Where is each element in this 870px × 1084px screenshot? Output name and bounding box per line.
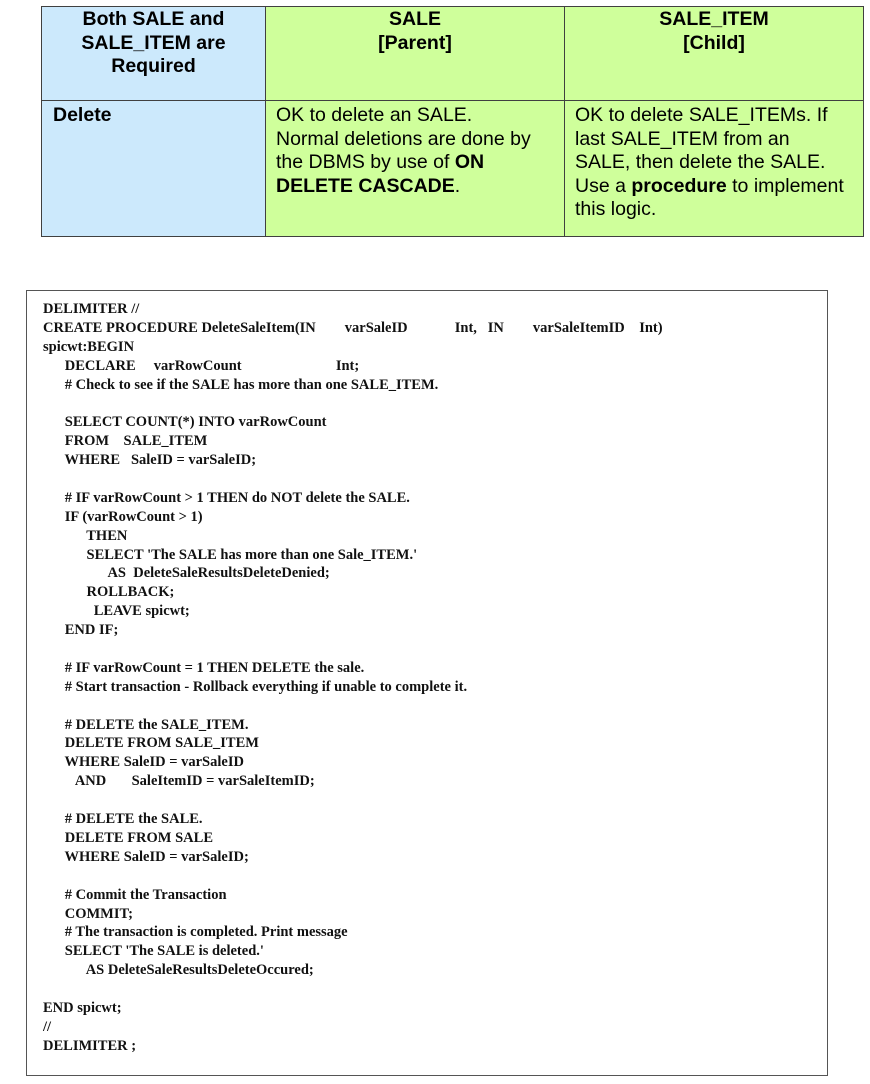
code-line	[43, 867, 819, 886]
code-line: DECLARE varRowCount Int;	[43, 357, 360, 374]
header-parent-line: SALE	[388, 8, 441, 30]
code-line: DELIMITER //	[43, 301, 140, 317]
code-line: # Start transaction - Rollback everything if unable to complete it.	[43, 678, 468, 695]
parent-text-segment: .	[454, 174, 461, 197]
code-line: WHERE SaleID = varSaleID;	[43, 848, 249, 865]
header-requirement-line: Both SALE and	[82, 8, 225, 30]
child-text-line: OK to delete SALE_ITEMs. If	[575, 104, 828, 126]
parent-text-emphasis: ON	[454, 151, 485, 173]
code-line: # DELETE the SALE_ITEM.	[43, 716, 249, 733]
header-requirement-line: SALE_ITEM are	[81, 31, 226, 54]
header-parent-line: [Parent]	[378, 31, 452, 54]
code-line	[43, 697, 819, 716]
code-line: END spicwt;	[43, 999, 122, 1016]
header-child-line: [Child]	[683, 31, 745, 54]
code-line: FROM SALE_ITEM	[43, 433, 208, 450]
child-text-line	[575, 175, 853, 199]
child-text-line: last SALE_ITEM from an	[575, 127, 790, 150]
table-header-row	[42, 7, 864, 101]
child-text-segment: to implement	[726, 174, 844, 197]
code-line: DELETE FROM SALE_ITEM	[43, 735, 259, 752]
code-line: SELECT 'The SALE has more than one Sale_ITEM.'	[43, 546, 418, 563]
rule-label-cell	[42, 101, 266, 237]
code-line: END IF;	[43, 622, 119, 639]
child-text-segment: Use a	[575, 174, 632, 197]
child-text-line: SALE, then delete the SALE.	[575, 151, 826, 173]
code-line: # Commit the Transaction	[43, 886, 227, 903]
rule-label: Delete	[53, 104, 112, 126]
code-line: SELECT COUNT(*) INTO varRowCount	[43, 414, 327, 431]
child-action-cell	[565, 101, 864, 237]
code-line: COMMIT;	[43, 905, 133, 922]
code-line: IF (varRowCount > 1)	[43, 508, 203, 525]
code-line: SELECT 'The SALE is deleted.'	[43, 943, 264, 960]
header-child-cell	[565, 7, 864, 101]
child-text-emphasis: procedure	[631, 174, 727, 197]
code-line	[43, 980, 819, 999]
code-line: LEAVE spicwt;	[43, 603, 190, 620]
parent-text-line: OK to delete an SALE.	[276, 104, 473, 126]
code-line: AS DeleteSaleResultsDeleteOccured;	[43, 962, 314, 979]
code-line: DELETE FROM SALE	[43, 829, 213, 846]
header-parent-cell	[266, 7, 565, 101]
stored-procedure-code-box	[26, 290, 828, 1076]
code-line	[43, 470, 819, 489]
code-line: //	[43, 1018, 52, 1035]
referential-integrity-table	[41, 6, 864, 237]
table-row-delete	[42, 101, 864, 237]
header-child-line: SALE_ITEM	[659, 8, 769, 30]
code-line: spicwt:BEGIN	[43, 338, 135, 355]
code-line: # Check to see if the SALE has more than one SALE_ITEM.	[43, 376, 439, 393]
parent-text-line: Normal deletions are done by	[276, 127, 531, 150]
code-line: ROLLBACK;	[43, 584, 175, 601]
header-requirement-line: Required	[111, 55, 196, 77]
parent-action-cell	[266, 101, 565, 237]
parent-text-emphasis: DELETE CASCADE	[276, 174, 455, 197]
parent-text-line	[276, 151, 554, 175]
code-line: WHERE SaleID = varSaleID	[43, 754, 244, 771]
code-line: CREATE PROCEDURE DeleteSaleItem(IN varSaleID Int, IN varSaleItemID Int)	[43, 319, 663, 336]
code-line: # IF varRowCount = 1 THEN DELETE the sale.	[43, 659, 365, 676]
code-line: WHERE SaleID = varSaleID;	[43, 452, 257, 469]
code-line: THEN	[43, 527, 128, 544]
code-line	[43, 394, 819, 413]
code-line: # DELETE the SALE.	[43, 811, 203, 828]
code-line: AND SaleItemID = varSaleItemID;	[43, 773, 315, 790]
code-line: DELIMITER ;	[43, 1037, 137, 1054]
code-line	[43, 791, 819, 810]
code-line: AS DeleteSaleResultsDeleteDenied;	[43, 565, 330, 582]
code-listing	[43, 300, 819, 1056]
code-line	[43, 640, 819, 659]
child-text-line: this logic.	[575, 198, 657, 220]
header-requirement-cell	[42, 7, 266, 101]
code-line: # IF varRowCount > 1 THEN do NOT delete the SALE.	[43, 489, 410, 506]
parent-text-line	[276, 175, 554, 199]
code-line: # The transaction is completed. Print message	[43, 924, 348, 941]
parent-text-segment: the DBMS by use of	[276, 151, 455, 173]
